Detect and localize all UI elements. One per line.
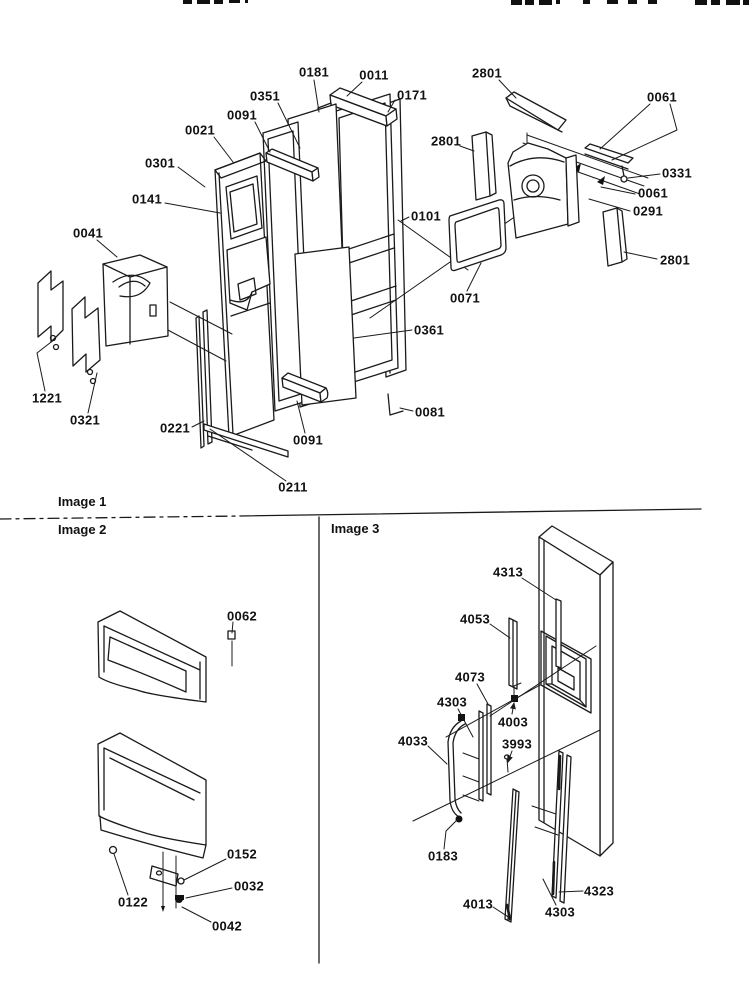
- part-label-0152: 0152: [226, 846, 258, 862]
- part-label-0221: 0221: [159, 420, 191, 436]
- part-label-0321: 0321: [69, 412, 101, 428]
- part-label-4073: 4073: [454, 669, 486, 685]
- part-label-4303: 4303: [436, 694, 468, 710]
- image1-ice-chute-assembly: [38, 255, 168, 384]
- part-label-1221: 1221: [31, 390, 63, 406]
- part-label-0122: 0122: [117, 894, 149, 910]
- part-label-0091: 0091: [292, 432, 324, 448]
- part-label-0141: 0141: [131, 191, 163, 207]
- part-label-0071: 0071: [449, 290, 481, 306]
- section-title-image2: Image 2: [58, 522, 107, 537]
- image3-door-assembly: [413, 526, 613, 922]
- page-edge-fragments: [183, 0, 749, 5]
- part-label-0361: 0361: [413, 322, 445, 338]
- part-label-0042: 0042: [211, 918, 243, 934]
- part-label-4313: 4313: [492, 564, 524, 580]
- part-label-0011: 0011: [359, 67, 389, 83]
- part-label-0351: 0351: [249, 88, 281, 104]
- part-label-0032: 0032: [233, 878, 265, 894]
- part-label-0171: 0171: [396, 87, 428, 103]
- part-label-0211: 0211: [278, 479, 308, 495]
- part-label-0331: 0331: [661, 165, 693, 181]
- part-label-0091: 0091: [226, 107, 258, 123]
- part-label-4323: 4323: [583, 883, 615, 899]
- part-label-0301: 0301: [144, 155, 176, 171]
- part-label-4013: 4013: [462, 896, 494, 912]
- part-label-0081: 0081: [414, 404, 446, 420]
- part-label-0101: 0101: [410, 208, 442, 224]
- part-label-0061: 0061: [646, 89, 678, 105]
- section-title-image3: Image 3: [331, 521, 380, 536]
- part-label-2801: 2801: [471, 65, 503, 81]
- part-label-4003: 4003: [497, 714, 529, 730]
- part-label-0291: 0291: [632, 203, 664, 219]
- part-label-0041: 0041: [72, 225, 104, 241]
- part-label-0181: 0181: [298, 64, 330, 80]
- part-label-0183: 0183: [427, 848, 459, 864]
- image1-dispenser-assembly: [449, 92, 648, 271]
- part-label-4053: 4053: [459, 611, 491, 627]
- part-label-0062: 0062: [226, 608, 258, 624]
- part-label-3993: 3993: [501, 736, 533, 752]
- part-label-0061: 0061: [637, 185, 669, 201]
- section-title-image1: Image 1: [58, 494, 107, 509]
- part-label-2801: 2801: [430, 133, 462, 149]
- part-label-4303: 4303: [544, 904, 576, 920]
- part-label-4033: 4033: [397, 733, 429, 749]
- part-label-0021: 0021: [184, 122, 216, 138]
- part-label-2801: 2801: [659, 252, 691, 268]
